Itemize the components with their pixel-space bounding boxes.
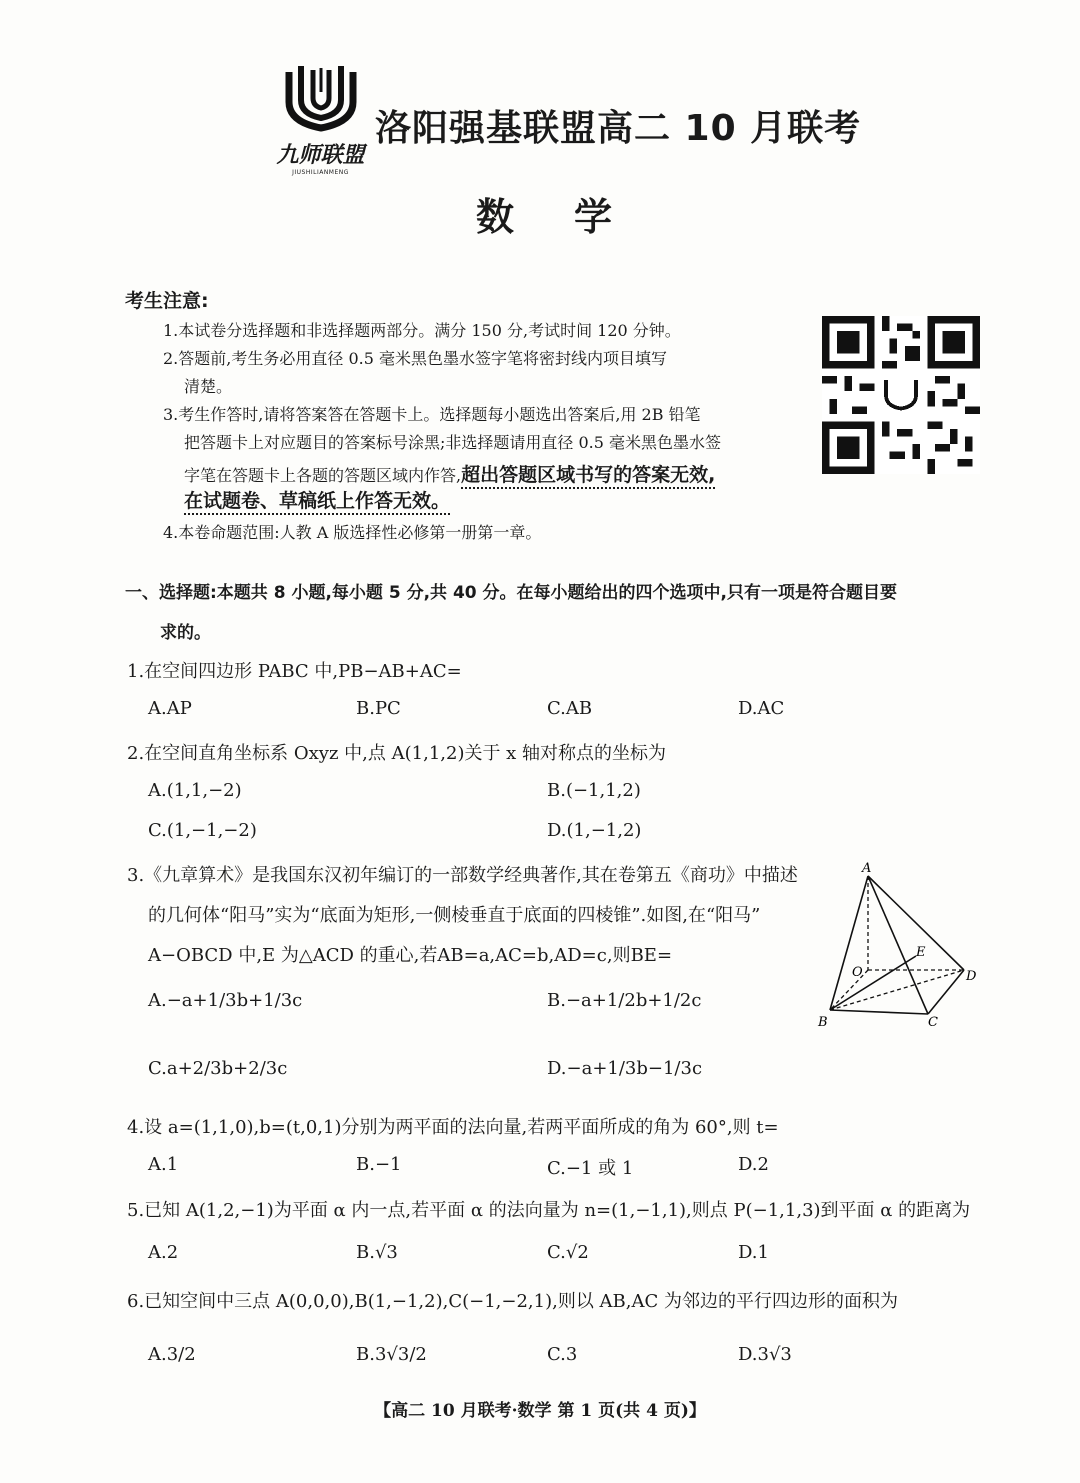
notice-line-2b: 清楚。 bbox=[184, 377, 233, 396]
q6-option-b: B.3√3/2 bbox=[356, 1344, 427, 1365]
notice-line-1: 1.本试卷分选择题和非选择题两部分。满分 150 分,考试时间 120 分钟。 bbox=[163, 321, 681, 340]
q2-option-a: A.(1,1,−2) bbox=[148, 780, 242, 801]
question-1: 1.在空间四边形 PABC 中,PB−AB+AC= bbox=[127, 661, 462, 682]
notice-line-3c bbox=[184, 460, 715, 487]
question-4: 4.设 a=(1,1,0),b=(t,0,1)分别为两平面的法向量,若两平面所成的角为 60°,则 t= bbox=[127, 1117, 779, 1138]
q6-option-a: A.3/2 bbox=[148, 1344, 196, 1365]
q1-option-c: C.AB bbox=[547, 698, 593, 719]
edge-BD bbox=[830, 970, 964, 1010]
edge-BC bbox=[830, 1010, 928, 1014]
q3-option-c: C.a+2/3b+2/3c bbox=[148, 1058, 288, 1079]
notice-line-2a: 2.答题前,考生务必用直径 0.5 毫米黑色墨水签字笔将密封线内项目填写 bbox=[163, 349, 667, 368]
notice-heading: 考生注意: bbox=[125, 290, 209, 312]
q5-option-c: C.√2 bbox=[547, 1242, 589, 1263]
notice-line-3a: 3.考生作答时,请将答案答在答题卡上。选择题每小题选出答案后,用 2B 铅笔 bbox=[163, 405, 701, 424]
q4-option-b: B.−1 bbox=[356, 1154, 402, 1175]
q4-option-a: A.1 bbox=[148, 1154, 179, 1175]
label-D: D bbox=[966, 969, 977, 984]
q3-option-b: B.−a+1/2b+1/2c bbox=[547, 990, 702, 1011]
notice-warning-2: 在试题卷、草稿纸上作答无效。 bbox=[184, 490, 451, 512]
edge-CD bbox=[928, 970, 964, 1014]
q3-option-a: A.−a+1/3b+1/3c bbox=[148, 990, 303, 1011]
label-B: B bbox=[818, 1015, 828, 1030]
label-E: E bbox=[916, 945, 926, 960]
question-3-line-1: 3.《九章算术》是我国东汉初年编订的一部数学经典著作,其在卷第五《商功》中描述 bbox=[127, 865, 798, 886]
section-heading-line-2: 求的。 bbox=[160, 623, 211, 643]
q5-option-b: B.√3 bbox=[356, 1242, 398, 1263]
logo-emblem-icon bbox=[281, 62, 361, 132]
q6-option-c: C.3 bbox=[547, 1344, 578, 1365]
exam-title: 洛阳强基联盟高二 10 月联考 bbox=[375, 108, 862, 149]
q4-option-d: D.2 bbox=[738, 1154, 769, 1175]
question-3-line-3: A−OBCD 中,E 为△ACD 的重心,若AB=a,AC=b,AD=c,则BE= bbox=[148, 945, 673, 966]
q2-option-c: C.(1,−1,−2) bbox=[148, 820, 257, 841]
question-5: 5.已知 A(1,2,−1)为平面 α 内一点,若平面 α 的法向量为 n=(1,−1,1),则点 P(−1,1,3)到平面 α 的距离为 bbox=[127, 1200, 971, 1221]
q2-option-d: D.(1,−1,2) bbox=[547, 820, 642, 841]
section-heading-line-1: 一、选择题:本题共 8 小题,每小题 5 分,共 40 分。在每小题给出的四个选项中,只有一项是符合题目要 bbox=[125, 583, 897, 603]
q4-option-c: C.−1 或 1 bbox=[547, 1158, 634, 1179]
q3-option-d: D.−a+1/3b−1/3c bbox=[547, 1058, 703, 1079]
label-A: A bbox=[862, 861, 872, 876]
q2-option-b: B.(−1,1,2) bbox=[547, 780, 641, 801]
q1-option-a: A.AP bbox=[148, 698, 192, 719]
qr-code bbox=[822, 316, 980, 474]
q5-option-a: A.2 bbox=[148, 1242, 179, 1263]
notice-line-3c-text: 字笔在答题卡上各题的答题区域内作答, bbox=[184, 466, 462, 485]
q5-option-d: D.1 bbox=[738, 1242, 769, 1263]
logo-name: 九师联盟 bbox=[276, 143, 365, 168]
question-3-line-2: 的几何体“阳马”实为“底面为矩形,一侧棱垂直于底面的四棱锥”.如图,在“阳马” bbox=[148, 905, 761, 926]
qr-code-icon bbox=[822, 316, 980, 474]
logo-subtitle: JIUSHILIANMENG bbox=[292, 169, 349, 176]
q6-option-d: D.3√3 bbox=[738, 1344, 792, 1365]
label-C: C bbox=[928, 1015, 938, 1030]
exam-subject: 数学 bbox=[476, 195, 673, 239]
notice-line-3b: 把答题卡上对应题目的答案标号涂黑;非选择题请用直径 0.5 毫米黑色墨水签 bbox=[184, 433, 722, 452]
label-O: O bbox=[852, 965, 863, 980]
page-footer: 【高二 10 月联考·数学 第 1 页(共 4 页)】 bbox=[374, 1401, 706, 1421]
notice-line-4: 4.本卷命题范围:人教 A 版选择性必修第一册第一章。 bbox=[163, 523, 542, 542]
pyramid-figure bbox=[810, 858, 990, 1038]
notice-warning-1: 超出答题区域书写的答案无效, bbox=[461, 464, 716, 486]
q1-option-b: B.PC bbox=[356, 698, 401, 719]
question-6: 6.已知空间中三点 A(0,0,0),B(1,−1,2),C(−1,−2,1),则以 AB,AC 为邻边的平行四边形的面积为 bbox=[127, 1291, 899, 1312]
q1-option-d: D.AC bbox=[738, 698, 785, 719]
question-2: 2.在空间直角坐标系 Oxyz 中,点 A(1,1,2)关于 x 轴对称点的坐标为 bbox=[127, 743, 667, 764]
logo bbox=[268, 62, 373, 176]
